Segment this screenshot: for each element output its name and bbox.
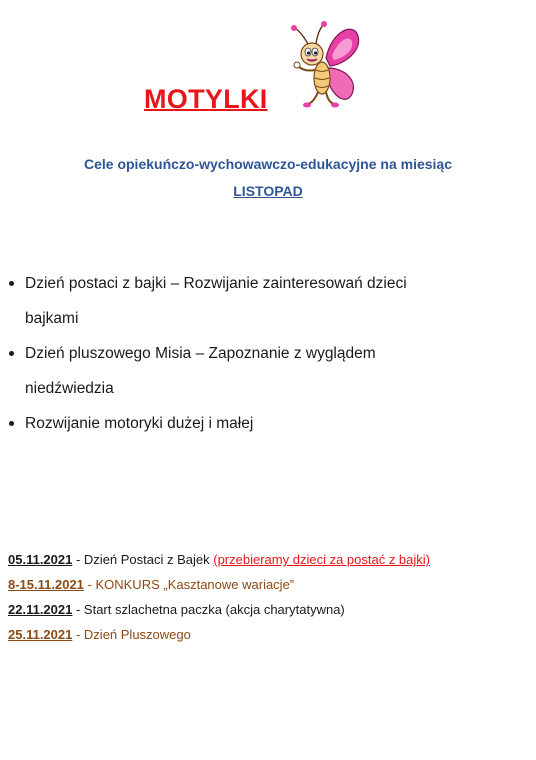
event-line xyxy=(8,547,533,572)
event-line xyxy=(8,597,533,622)
butterfly-icon xyxy=(282,18,362,110)
event-date: 25.11.2021 xyxy=(8,627,73,642)
goal-text: Dzień postaci z bajki – Rozwijanie zainteresowań dzieci xyxy=(25,275,407,292)
bullet-icon xyxy=(9,281,14,286)
goal-item xyxy=(8,406,508,441)
event-description: - KONKURS „Kasztanowe wariacje” xyxy=(83,577,295,592)
subtitle: Cele opiekuńczo-wychowawczo-edukacyjne na miesiąc xyxy=(83,156,452,172)
event-description: - Dzień Postaci z Bajek xyxy=(72,552,214,567)
goals-list xyxy=(8,266,508,441)
event-description: - Start szlachetna paczka (akcja charytatywna) xyxy=(72,602,345,617)
bullet-icon xyxy=(9,351,14,356)
events-schedule xyxy=(8,547,533,647)
page-title: MOTYLKI xyxy=(144,84,268,114)
goal-text-continuation: niedźwiedzia xyxy=(25,380,114,397)
event-date: 05.11.2021 xyxy=(8,552,73,567)
goal-text-continuation: bajkami xyxy=(25,310,79,327)
event-line xyxy=(8,572,533,597)
goal-text: Rozwijanie motoryki dużej i małej xyxy=(25,415,254,432)
month-label: LISTOPAD xyxy=(233,183,303,199)
goal-item xyxy=(8,336,508,406)
goal-item xyxy=(8,266,508,336)
event-date: 22.11.2021 xyxy=(8,602,73,617)
event-line xyxy=(8,622,533,647)
bullet-icon xyxy=(9,421,14,426)
goal-text: Dzień pluszowego Misia – Zapoznanie z wyglądem xyxy=(25,345,376,362)
event-note: (przebieramy dzieci za postać z bajki) xyxy=(213,552,430,567)
event-date: 8-15.11.2021 xyxy=(8,577,84,592)
event-description: - Dzień Pluszowego xyxy=(72,627,191,642)
